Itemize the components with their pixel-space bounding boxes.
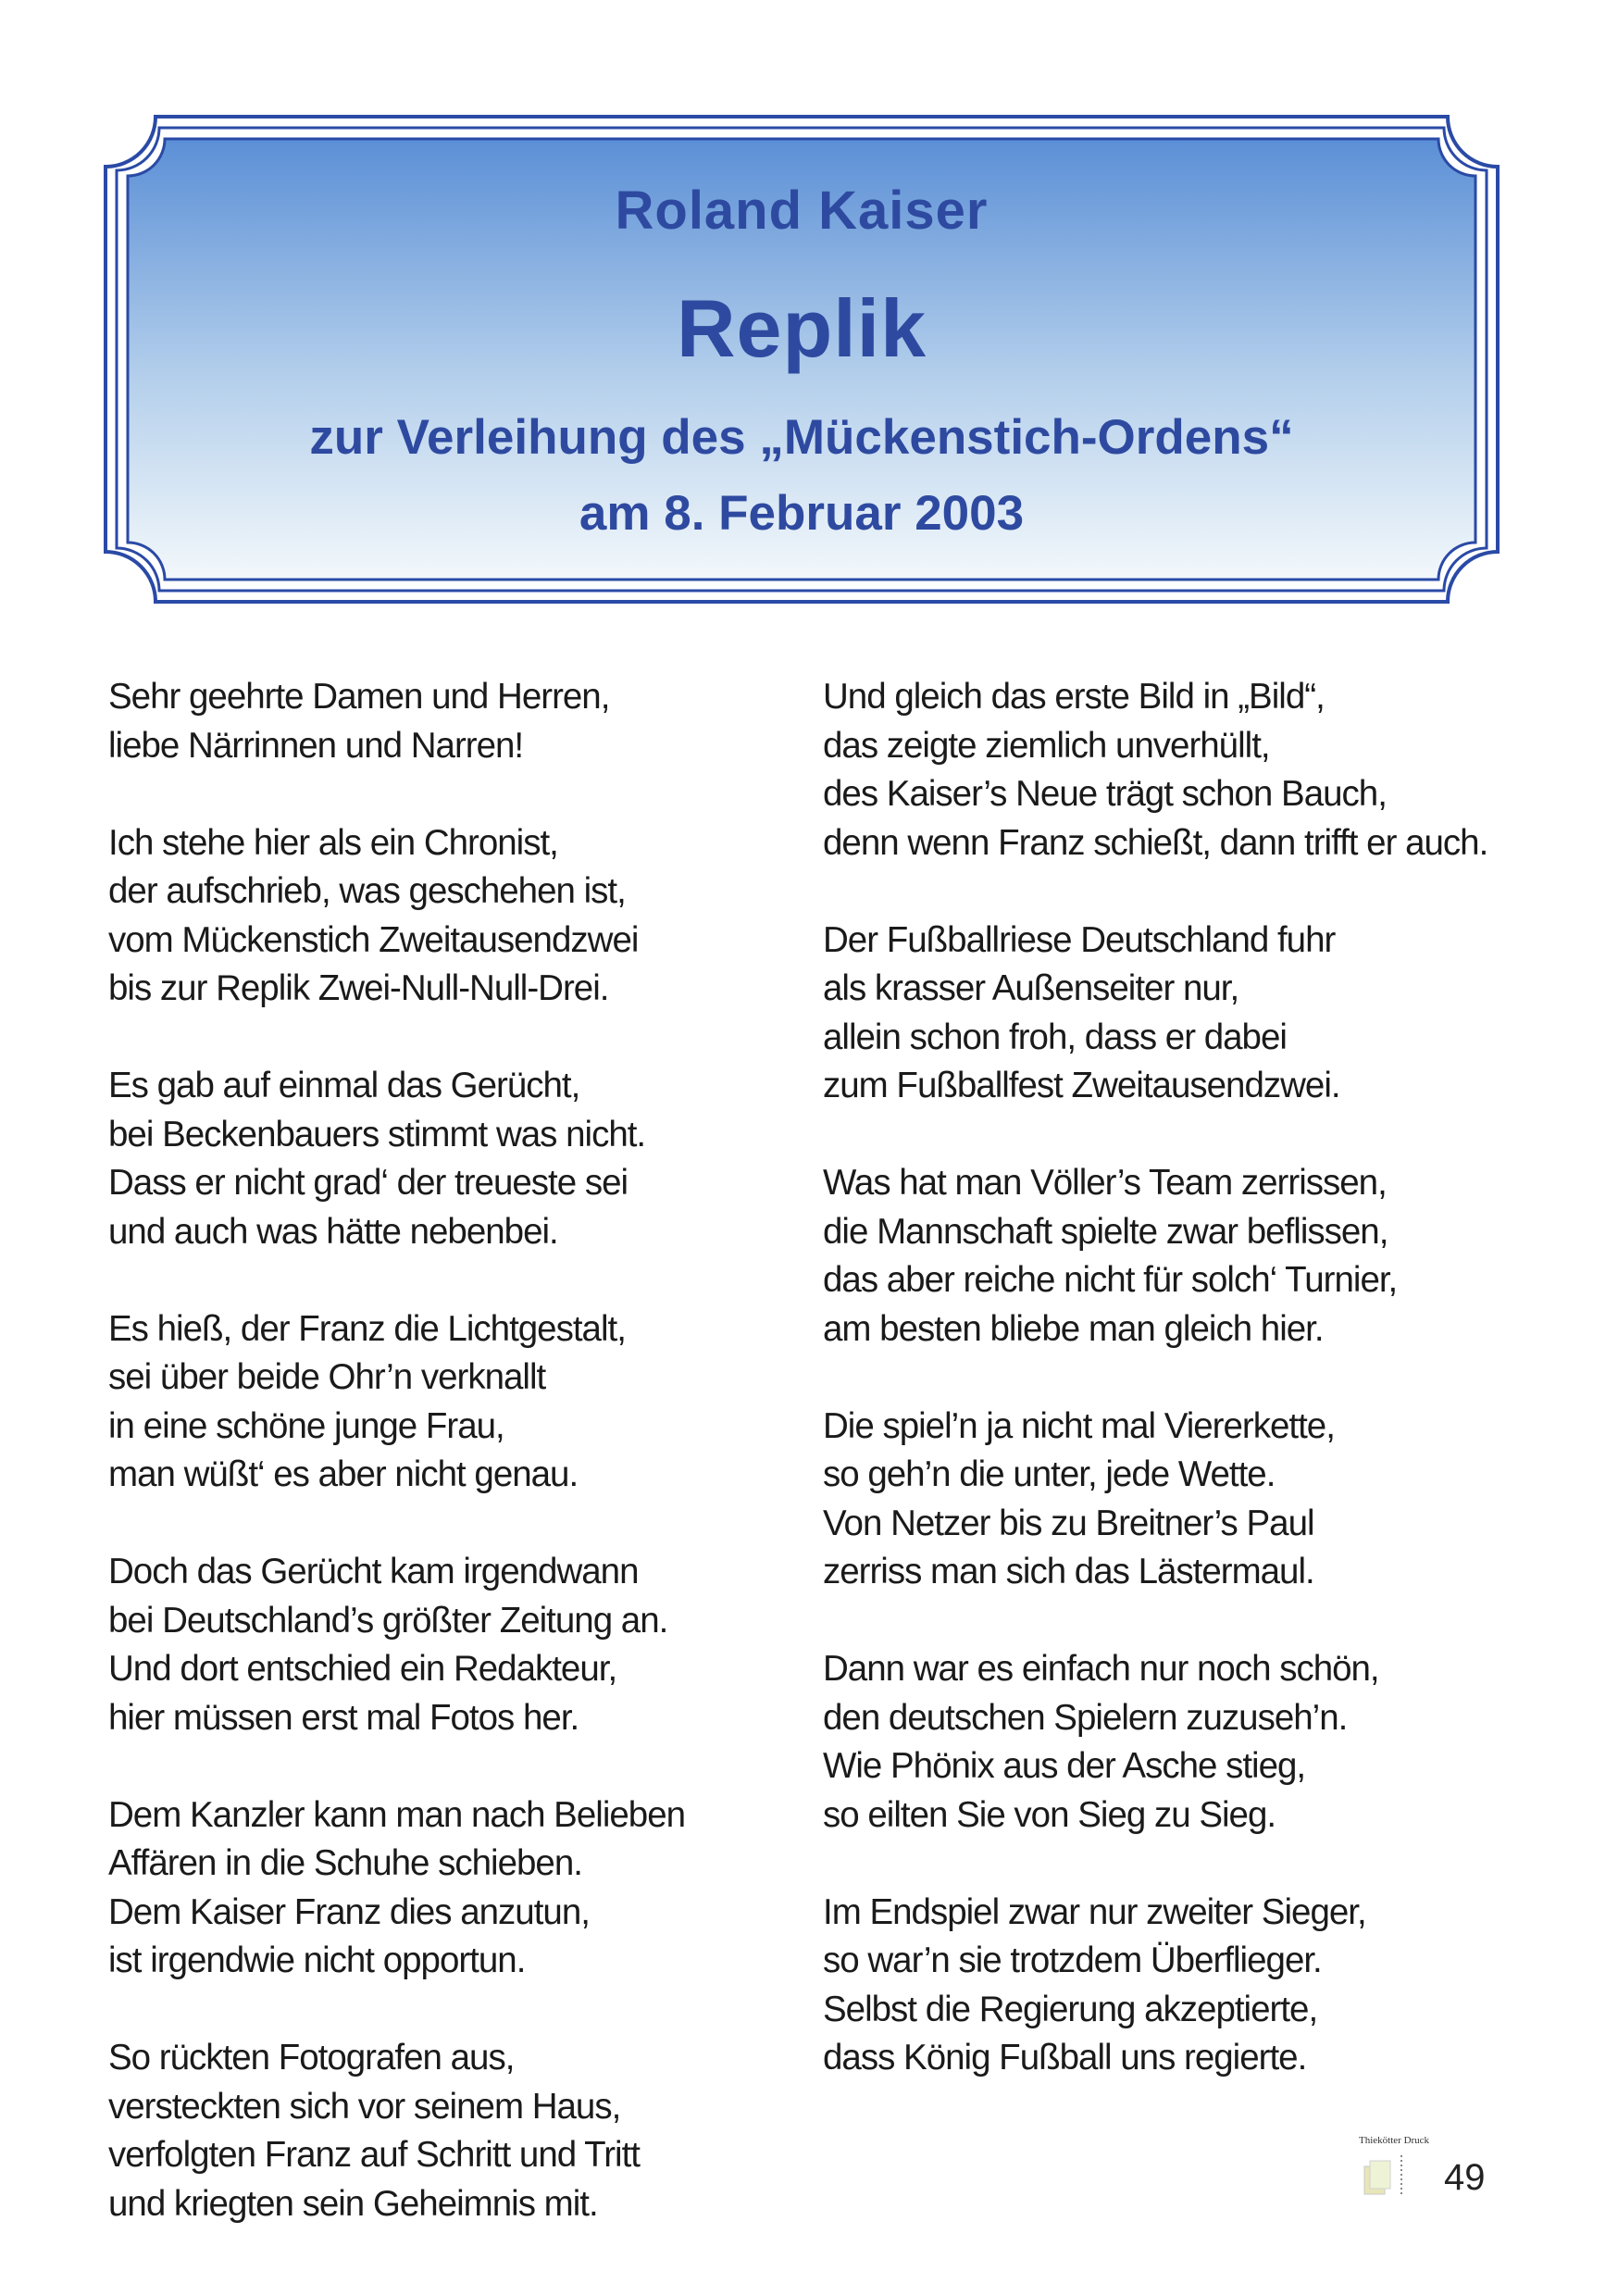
poem-line: Der Fußballriese Deutschland fuhr <box>823 919 1336 960</box>
poem-stanza <box>108 1791 701 1986</box>
poem-line: und kriegten sein Geheimnis mit. <box>108 2183 598 2224</box>
poem-line: der aufschrieb, was geschehen ist, <box>108 871 626 911</box>
poem-line: bei Deutschland’s größter Zeitung an. <box>108 1600 668 1641</box>
poem-line: Und dort entschied ein Redakteur, <box>108 1649 617 1689</box>
poem-stanza <box>823 1403 1489 1597</box>
poem-line: denn wenn Franz schießt, dann trifft er auch. <box>823 822 1488 863</box>
poem-stanza <box>823 917 1489 1111</box>
poem-left-column <box>108 673 701 2277</box>
poem-line: Dem Kanzler kann man nach Belieben <box>108 1794 686 1835</box>
poem-line: so geh’n die unter, jede Wette. <box>823 1454 1276 1494</box>
poem-line: Im Endspiel zwar nur zweiter Sieger, <box>823 1891 1366 1932</box>
poem-line: so eilten Sie von Sieg zu Sieg. <box>823 1794 1276 1835</box>
poem-line: das zeigte ziemlich unverhüllt, <box>823 725 1270 766</box>
poem-line: liebe Närrinnen und Narren! <box>108 725 524 766</box>
poem-line: So rückten Fotografen aus, <box>108 2038 515 2078</box>
poem-line: den deutschen Spielern zuzuseh’n. <box>823 1697 1348 1738</box>
poem-stanza <box>823 1159 1489 1354</box>
poem-stanza <box>823 1645 1489 1840</box>
poem-line: zerriss man sich das Lästermaul. <box>823 1552 1314 1591</box>
subtitle-line-1: zur Verleihung des „Mückenstich-Ordens“ <box>309 410 1294 465</box>
poem-line: vom Mückenstich Zweitausendzwei <box>108 919 639 960</box>
page-title: Replik <box>676 282 927 374</box>
poem-line: Von Netzer bis zu Breitner’s Paul <box>823 1503 1314 1543</box>
poem-line: Dass er nicht grad‘ der treueste sei <box>108 1163 629 1203</box>
poem-line: am besten bliebe man gleich hier. <box>823 1308 1324 1349</box>
poem-line: Es hieß, der Franz die Lichtgestalt, <box>108 1308 626 1349</box>
poem-line: Sehr geehrte Damen und Herren, <box>108 677 610 717</box>
poem-line: bei Beckenbauers stimmt was nicht. <box>108 1114 646 1154</box>
poem-line: Es gab auf einmal das Gerücht, <box>108 1066 580 1105</box>
printer-name: Thiekötter Druck <box>1359 2135 1430 2146</box>
poem-line: Wie Phönix aus der Asche stieg, <box>823 1746 1306 1786</box>
poem-line: Die spiel’n ja nicht mal Viererkette, <box>823 1405 1335 1446</box>
poem-stanza <box>108 819 701 1014</box>
poem-line: so war’n sie trotzdem Überflieger. <box>823 1940 1322 1980</box>
poem-line: die Mannschaft spielte zwar beflissen, <box>823 1211 1388 1252</box>
poem-line: Was hat man Völler’s Team zerrissen, <box>823 1163 1387 1203</box>
poem-line: Affären in die Schuhe schieben. <box>108 1843 582 1883</box>
poem-line: sei über beide Ohr’n verknallt <box>108 1357 546 1397</box>
title-banner <box>104 115 1500 604</box>
poem-line: dass König Fußball uns regierte. <box>823 2038 1307 2078</box>
poem-line: verfolgten Franz auf Schritt und Tritt <box>108 2135 640 2175</box>
page-number: 49 <box>1444 2157 1486 2198</box>
poem-right-column <box>823 673 1489 2131</box>
poem-line: zum Fußballfest Zweitausendzwei. <box>823 1066 1340 1105</box>
author-name: Roland Kaiser <box>615 181 989 241</box>
poem-line: des Kaiser’s Neue trägt schon Bauch, <box>823 774 1387 814</box>
poem-line: versteckten sich vor seinem Haus, <box>108 2086 621 2127</box>
poem-line: ist irgendwie nicht opportun. <box>108 1940 526 1980</box>
poem-line: Dem Kaiser Franz dies anzutun, <box>108 1891 590 1932</box>
poem-line: Selbst die Regierung akzeptierte, <box>823 1989 1318 2029</box>
poem-line: man wüßt‘ es aber nicht genau. <box>108 1454 579 1494</box>
poem-line: Und gleich das erste Bild in „Bild“, <box>823 677 1325 717</box>
printer-logo-icon <box>1361 2150 1411 2200</box>
poem-stanza <box>108 1548 701 1742</box>
poem-line: hier müssen erst mal Fotos her. <box>108 1697 579 1738</box>
poem-line: das aber reiche nicht für solch‘ Turnier, <box>823 1260 1398 1300</box>
subtitle-line-2: am 8. Februar 2003 <box>579 486 1025 541</box>
poem-line: in eine schöne junge Frau, <box>108 1405 504 1446</box>
poem-line: Dann war es einfach nur noch schön, <box>823 1649 1379 1689</box>
poem-line: Doch das Gerücht kam irgendwann <box>108 1552 639 1591</box>
poem-line: Ich stehe hier als ein Chronist, <box>108 822 558 863</box>
poem-stanza <box>108 673 701 770</box>
poem-stanza <box>108 1062 701 1256</box>
poem-line: allein schon froh, dass er dabei <box>823 1017 1287 1057</box>
poem-stanza <box>108 1305 701 1500</box>
poem-line: als krasser Außenseiter nur, <box>823 968 1239 1008</box>
poem-line: bis zur Replik Zwei-Null-Null-Drei. <box>108 968 609 1008</box>
poem-stanza <box>823 1889 1489 2083</box>
poem-stanza <box>108 2034 701 2228</box>
poem-stanza <box>823 673 1489 867</box>
poem-line: und auch was hätte nebenbei. <box>108 1211 558 1252</box>
